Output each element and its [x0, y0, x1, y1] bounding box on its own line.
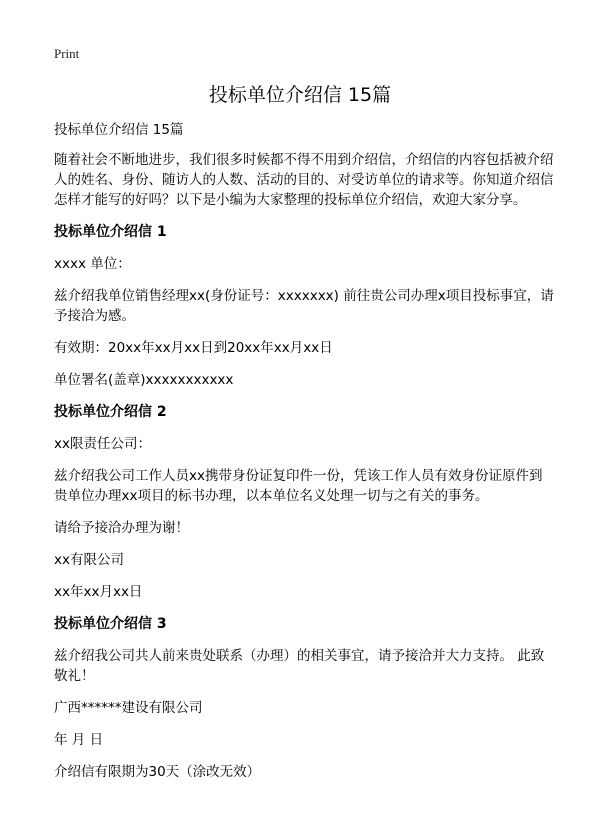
page-title: 投标单位介绍信 15篇: [208, 84, 392, 106]
section2-company: xx有限公司: [54, 552, 124, 568]
section-heading-3: 投标单位介绍信 3: [54, 616, 167, 632]
section2-salutation: xx限责任公司：: [54, 436, 151, 452]
section1-validity: 有效期：20xx年xx月xx日到20xx年xx月xx日: [54, 340, 333, 356]
intro-paragraph: 随着社会不断地进步，我们很多时候都不得不用到介绍信，介绍信的内容包括被介绍人的姓名、身份、随访人的人数、活动的目的、对受访单位的请求等。你知道介绍信怎样才能写的好吗？以下是小编为大家整理的投标单位介绍信，欢迎大家分享。: [54, 152, 554, 208]
section2-date: xx年xx月xx日: [54, 584, 143, 600]
section3-validity-note: 介绍信有限期为30天（涂改无效）: [54, 764, 261, 780]
section2-body: 兹介绍我公司工作人员xx携带身份证复印件一份，凭该工作人员有效身份证原件到贵单位办理xx项目的标书办理，以本单位名义处理一切与之有关的事务。: [54, 468, 543, 504]
document-subtitle: 投标单位介绍信 15篇: [54, 122, 184, 138]
section-heading-1: 投标单位介绍信 1: [54, 224, 167, 240]
section-heading-2: 投标单位介绍信 2: [54, 404, 167, 420]
section3-company: 广西******建设有限公司: [54, 700, 203, 716]
section3-body: 兹介绍我公司共人前来贵处联系（办理）的相关事宜，请予接洽并大力支持。 此致 敬礼！: [54, 648, 545, 684]
section3-date: 年 月 日: [54, 732, 104, 748]
print-link[interactable]: Print: [54, 46, 80, 61]
section1-signature: 单位署名(盖章)xxxxxxxxxxx: [54, 372, 234, 388]
section1-salutation: xxxx 单位：: [54, 256, 131, 272]
document-body: [54, 120, 554, 794]
section1-body: 兹介绍我单位销售经理xx(身份证号：xxxxxxx) 前往贵公司办理x项目投标事宜，请予接洽为感。: [54, 288, 554, 324]
section2-request: 请给予接洽办理为谢！: [54, 520, 189, 536]
